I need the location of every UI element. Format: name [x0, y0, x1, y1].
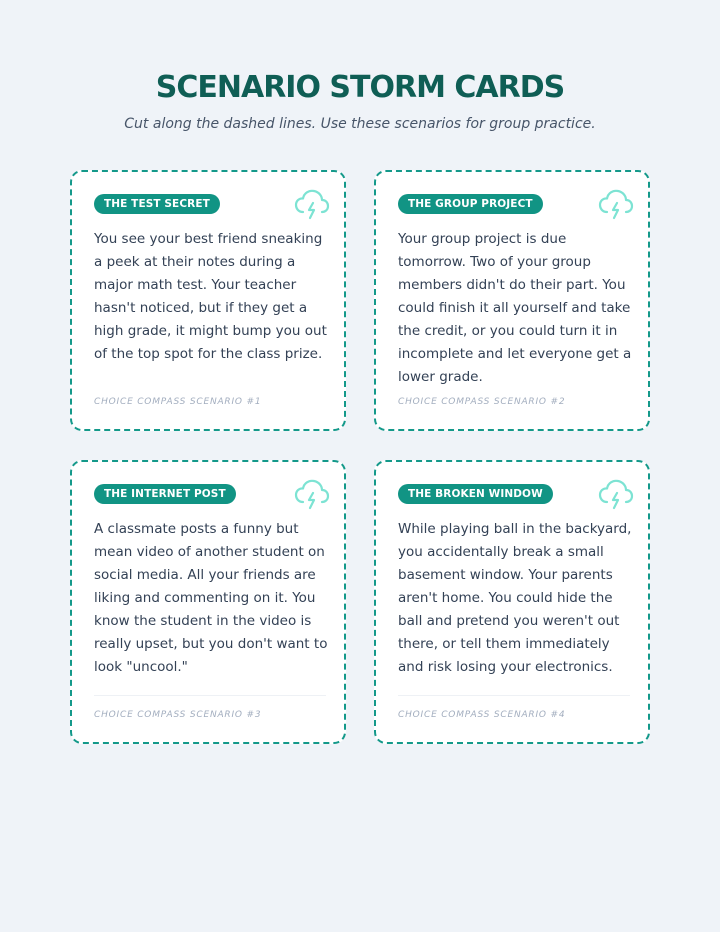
card-tag: THE INTERNET POST — [94, 484, 236, 504]
card-tag: THE TEST SECRET — [94, 194, 220, 214]
scenario-card-1 — [70, 170, 346, 431]
scenario-card-2 — [374, 170, 650, 431]
card-footer: CHOICE COMPASS SCENARIO #4 — [398, 695, 630, 720]
scenario-card-3 — [70, 460, 346, 744]
card-footer: CHOICE COMPASS SCENARIO #3 — [94, 695, 326, 720]
cards-grid — [70, 170, 650, 744]
card-footer: CHOICE COMPASS SCENARIO #2 — [398, 397, 566, 407]
scenario-card-4 — [374, 460, 650, 744]
page-title: SCENARIO STORM CARDS — [155, 70, 565, 105]
card-footer: CHOICE COMPASS SCENARIO #1 — [94, 397, 262, 407]
scenario-text: While playing ball in the backyard, you accidentally break a small basement window. Your parents aren't home. You could hide the ball and pretend you weren't out there, or tell them immediately and risk losing your electronics. — [398, 521, 632, 675]
storm-cloud-lightning-icon — [598, 188, 634, 222]
storm-cloud-lightning-icon — [294, 188, 330, 222]
storm-cloud-lightning-icon — [294, 478, 330, 512]
page-subtitle: Cut along the dashed lines. Use these scenarios for group practice. — [124, 116, 596, 132]
scenario-text: Your group project is due tomorrow. Two of your group members didn't do their part. You could finish it all yourself and take the credit, or you could turn it in incomplete and let everyone get a lower grade. — [398, 231, 632, 385]
storm-cloud-lightning-icon — [598, 478, 634, 512]
card-tag: THE BROKEN WINDOW — [398, 484, 553, 504]
card-tag: THE GROUP PROJECT — [398, 194, 543, 214]
scenario-text: You see your best friend sneaking a peek at their notes during a major math test. Your teacher hasn't noticed, but if they get a high grade, it might bump you out of the top spot for the class prize. — [94, 231, 327, 362]
scenario-text: A classmate posts a funny but mean video of another student on social media. All your friends are liking and commenting on it. You know the student in the video is really upset, but you don't want to look "uncool." — [94, 521, 328, 675]
